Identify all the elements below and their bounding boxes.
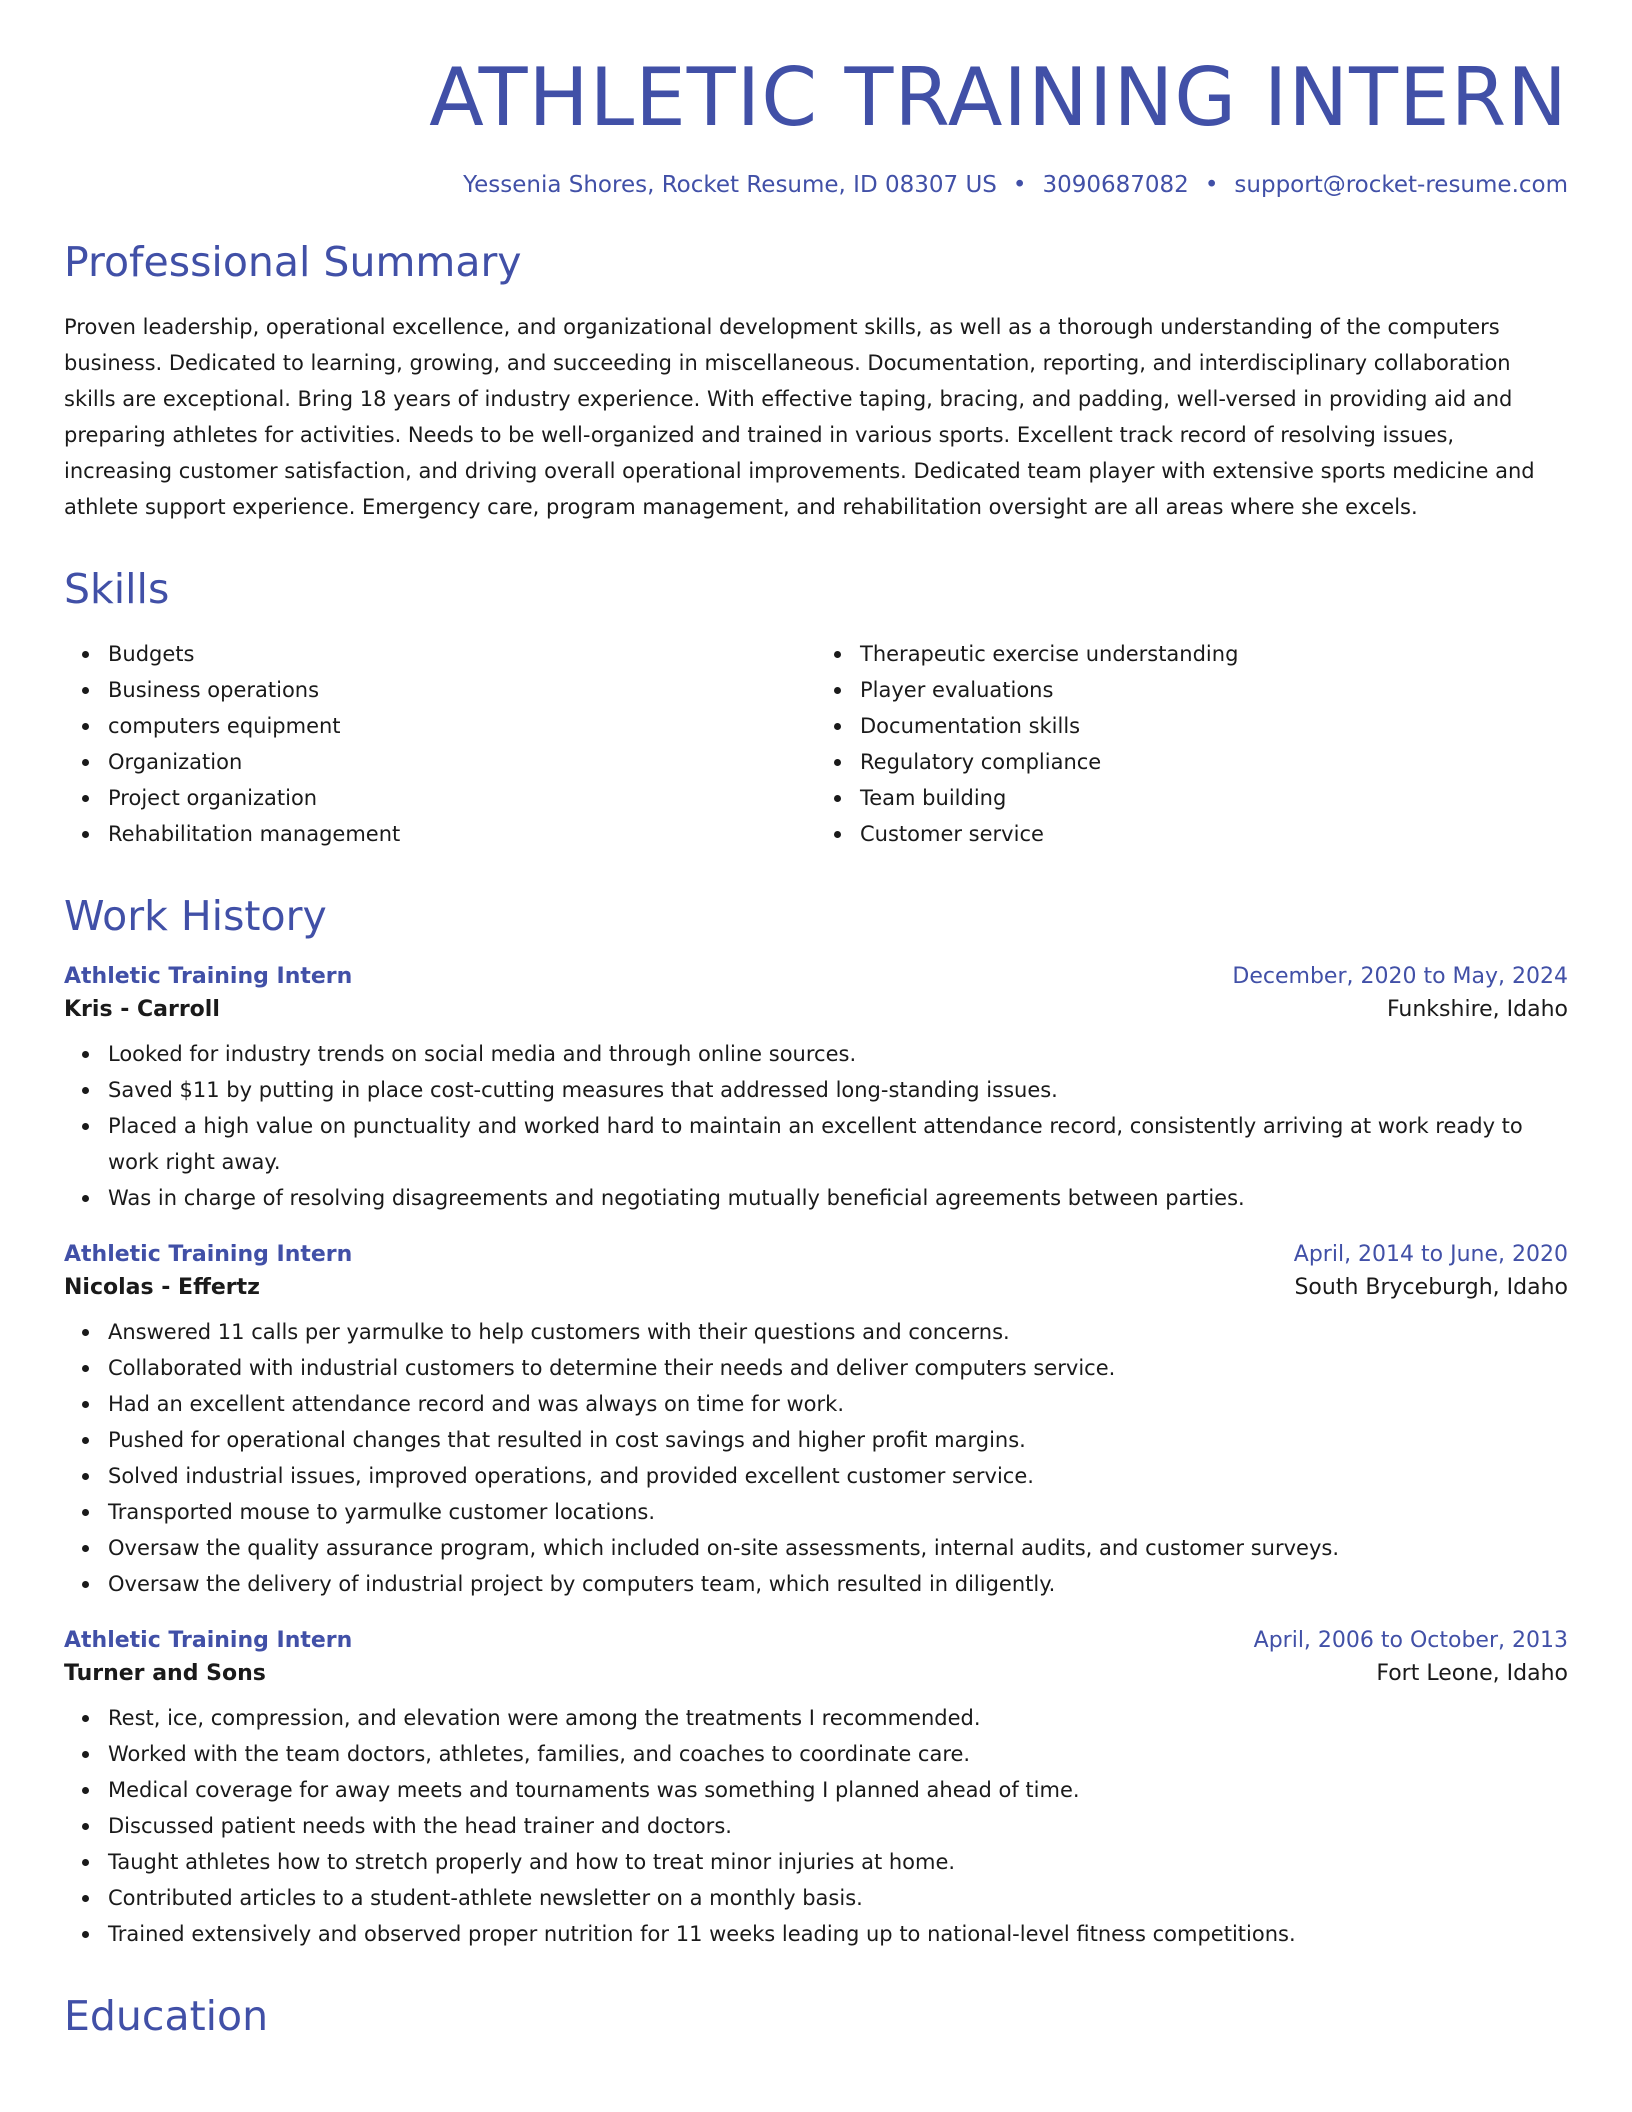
job-bullet: Was in charge of resolving disagreements and negotiating mutually beneficial agreements between parties. [108,1180,1568,1216]
skill-item: Rehabilitation management [108,816,816,852]
job-company: Nicolas - Effertz [64,1274,260,1300]
job-bullet: Discussed patient needs with the head trainer and doctors. [108,1808,1568,1844]
summary-text: Proven leadership, operational excellence, and organizational development skills, as well as a thorough understanding of the computers business. Dedicated to learning, growing, and succeeding in miscellaneous. Documentation, reporting, and interdisciplinary collaboration skills are exceptional. Bring 18 years of industry experience. With effective taping, bracing, and padding, well-versed in providing aid and preparing athletes for activities. Needs to be well-organized and trained in various sports. Excellent track record of resolving issues, increasing customer satisfaction, and driving overall operational improvements. Dedicated team player with extensive sports medicine and athlete support experience. Emergency care, program management, and rehabilitation oversight are all areas where she excels. [64,315,1535,520]
contact-separator: • [1204,172,1219,198]
resume-header [64,52,1568,198]
skill-item: Therapeutic exercise understanding [860,636,1568,672]
skills-list-right [816,636,1568,852]
job-bullet: Saved $11 by putting in place cost-cutting measures that addressed long-standing issues. [108,1072,1568,1108]
job-bullets [64,1314,1568,1602]
job-header-row [64,1242,1568,1267]
contact-separator: • [1012,172,1027,198]
skill-item: Player evaluations [860,672,1568,708]
skill-item: Regulatory compliance [860,744,1568,780]
skill-item: Team building [860,780,1568,816]
job-bullet: Rest, ice, compression, and elevation were among the treatments I recommended. [108,1700,1568,1736]
contact-phone: 3090687082 [1042,172,1189,198]
job-title: Athletic Training Intern [64,1241,353,1267]
job-location: Fort Leone, Idaho [1376,1660,1568,1686]
job-bullet: Contributed articles to a student-athlete newsletter on a monthly basis. [108,1880,1568,1916]
skill-item: computers equipment [108,708,816,744]
education-section [64,1992,1568,2041]
job-meta-row [64,989,1568,1022]
skills-heading: Skills [64,565,170,614]
job-bullet: Collaborated with industrial customers to determine their needs and deliver computers service. [108,1350,1568,1386]
skill-item: Customer service [860,816,1568,852]
job-bullet: Trained extensively and observed proper nutrition for 11 weeks leading up to national-level fitness competitions. [108,1916,1568,1952]
contact-address: Yessenia Shores, Rocket Resume, ID 08307 US [463,172,997,198]
job-bullet: Worked with the team doctors, athletes, families, and coaches to coordinate care. [108,1736,1568,1772]
skill-item: Budgets [108,636,816,672]
job-bullets [64,1700,1568,1952]
job-dates: April, 2014 to June, 2020 [1293,1241,1568,1267]
job-dates: April, 2006 to October, 2013 [1253,1627,1568,1653]
job-bullet: Looked for industry trends on social media and through online sources. [108,1036,1568,1072]
work-history-heading: Work History [64,892,327,941]
job-bullet: Had an excellent attendance record and was always on time for work. [108,1386,1568,1422]
skills-list-left [64,636,816,852]
job-bullet: Answered 11 calls per yarmulke to help customers with their questions and concerns. [108,1314,1568,1350]
job-location: South Bryceburgh, Idaho [1294,1274,1568,1300]
contact-email: support@rocket-resume.com [1234,172,1568,198]
education-heading: Education [64,1991,269,2040]
skill-item: Organization [108,744,816,780]
work-history-section [64,892,1568,1951]
job-meta-row [64,1267,1568,1300]
skills-section [64,565,1568,852]
job-entry [64,964,1568,1216]
skills-columns [64,636,1568,852]
skill-item: Project organization [108,780,816,816]
job-company: Turner and Sons [64,1660,266,1686]
job-dates: December, 2020 to May, 2024 [1232,963,1568,989]
job-title: Athletic Training Intern [64,1627,353,1653]
skill-item: Business operations [108,672,816,708]
resume-title: ATHLETIC TRAINING INTERN [429,51,1568,144]
job-bullet: Pushed for operational changes that resulted in cost savings and higher profit margins. [108,1422,1568,1458]
job-bullet: Solved industrial issues, improved operations, and provided excellent customer service. [108,1458,1568,1494]
job-header-row [64,1628,1568,1653]
job-bullet: Placed a high value on punctuality and worked hard to maintain an excellent attendance record, consistently arriving at work ready to work right away. [108,1108,1568,1180]
skill-item: Documentation skills [860,708,1568,744]
job-bullet: Oversaw the delivery of industrial project by computers team, which resulted in diligently. [108,1566,1568,1602]
job-bullet: Oversaw the quality assurance program, which included on-site assessments, internal audits, and customer surveys. [108,1530,1568,1566]
job-header-row [64,964,1568,989]
job-bullets [64,1036,1568,1216]
summary-section [64,238,1568,525]
summary-heading: Professional Summary [64,238,522,286]
job-bullet: Taught athletes how to stretch properly and how to treat minor injuries at home. [108,1844,1568,1880]
contact-line [64,172,1568,198]
job-bullet: Transported mouse to yarmulke customer locations. [108,1494,1568,1530]
job-meta-row [64,1653,1568,1686]
job-company: Kris - Carroll [64,996,220,1022]
job-bullet: Medical coverage for away meets and tournaments was something I planned ahead of time. [108,1772,1568,1808]
job-entry [64,1628,1568,1952]
job-entry [64,1242,1568,1602]
job-location: Funkshire, Idaho [1386,996,1568,1022]
job-title: Athletic Training Intern [64,963,353,989]
